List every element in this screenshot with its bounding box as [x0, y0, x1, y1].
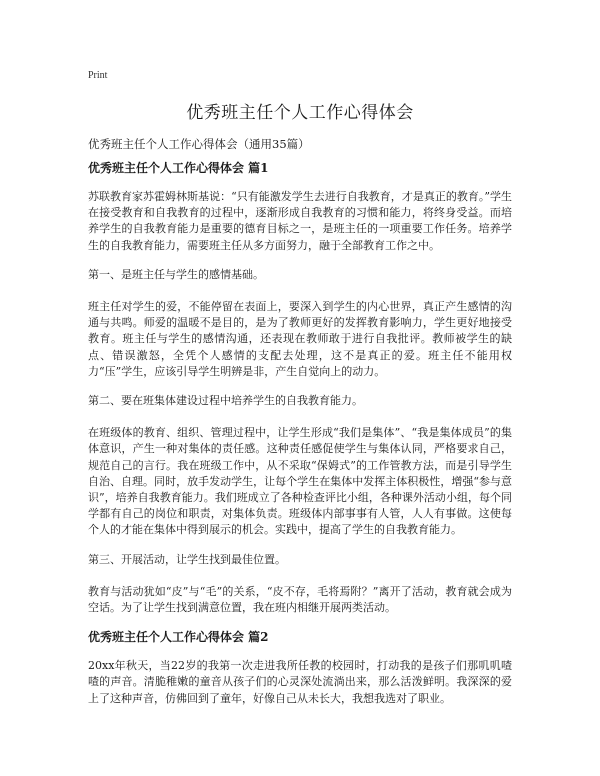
paragraph: 在班级体的教育、组织、管理过程中，让学生形成“我们是集体”、“我是集体成员”的集体意识，产生一种对集体的责任感。这种责任感促使学生与集体认同，严格要求自己，规范自己的言行。我在班级工作中，从不采取“保姆式”的工作管教方法，而是引导学生自治、自理。同时，放手发动学生，让每个学生在集体中发挥主体积极性，增强“参与意识”，培养自我教育能力。我们班成立了各种检查评比小组，各种课外活动小组，每个同学都有自己的岗位和职责，对集体负责。班级体内部事事有人管，人人有事做。这使每个人的才能在集体中得到展示的机会。实践中，提高了学生的自我教育能力。: [88, 426, 512, 537]
paragraph: 教育与活动犹如“皮”与“毛”的关系，“皮不存，毛将焉附？”离开了活动，教育就会成为空话。为了让学生找到满意位置，我在班内相继开展两类活动。: [88, 584, 512, 615]
paragraph: 20xx年秋天，当22岁的我第一次走进我所任教的校园时，打动我的是孩子们那叽叽喳喳的声音。清脆稚嫩的童音从孩子们的心灵深处流淌出来，那么活泼鲜明。我深深的爱上了这种声音，仿佛回到了童年，好像自己从未长大，我想我选对了职业。: [88, 659, 512, 705]
document-body: [88, 160, 512, 720]
document-subtitle: 优秀班主任个人工作心得体会（通用35篇）: [88, 137, 310, 151]
paragraph: 第一、是班主任与学生的感情基础。: [88, 267, 264, 281]
section-heading: 优秀班主任个人工作心得体会 篇2: [88, 630, 269, 645]
paragraph: 班主任对学生的爱，不能停留在表面上，要深入到学生的内心世界，真正产生感情的沟通与共鸣。师爱的温暖不是目的，是为了教师更好的发挥教育影响力，学生更好地接受教育。班主任与学生的感情沟通，还表现在教师敢于进行自我批评。教师被学生的缺点、错误激怒，全凭个人感情的支配去处理，这不是真正的爱。班主任不能用权力“压”学生，应该引导学生明辨是非，产生自觉向上的动力。: [88, 300, 512, 378]
paragraph: 第三、开展活动，让学生找到最佳位置。: [88, 552, 286, 566]
page-title: 优秀班主任个人工作心得体会: [186, 103, 414, 123]
paragraph: 苏联教育家苏霍姆林斯基说：“只有能激发学生去进行自我教育，才是真正的教育。”学生在接受教育和自我教育的过程中，逐渐形成自我教育的习惯和能力，将终身受益。而培养学生的自我教育能力是重要的德育目标之一，是班主任的一项重要工作任务。培养学生的自我教育能力，需要班主任从多方面努力，融于全部教育工作之中。: [88, 190, 512, 252]
paragraph: 第二、要在班集体建设过程中培养学生的自我教育能力。: [88, 394, 363, 408]
section-heading: 优秀班主任个人工作心得体会 篇1: [88, 161, 269, 175]
print-label[interactable]: Print: [88, 70, 108, 81]
